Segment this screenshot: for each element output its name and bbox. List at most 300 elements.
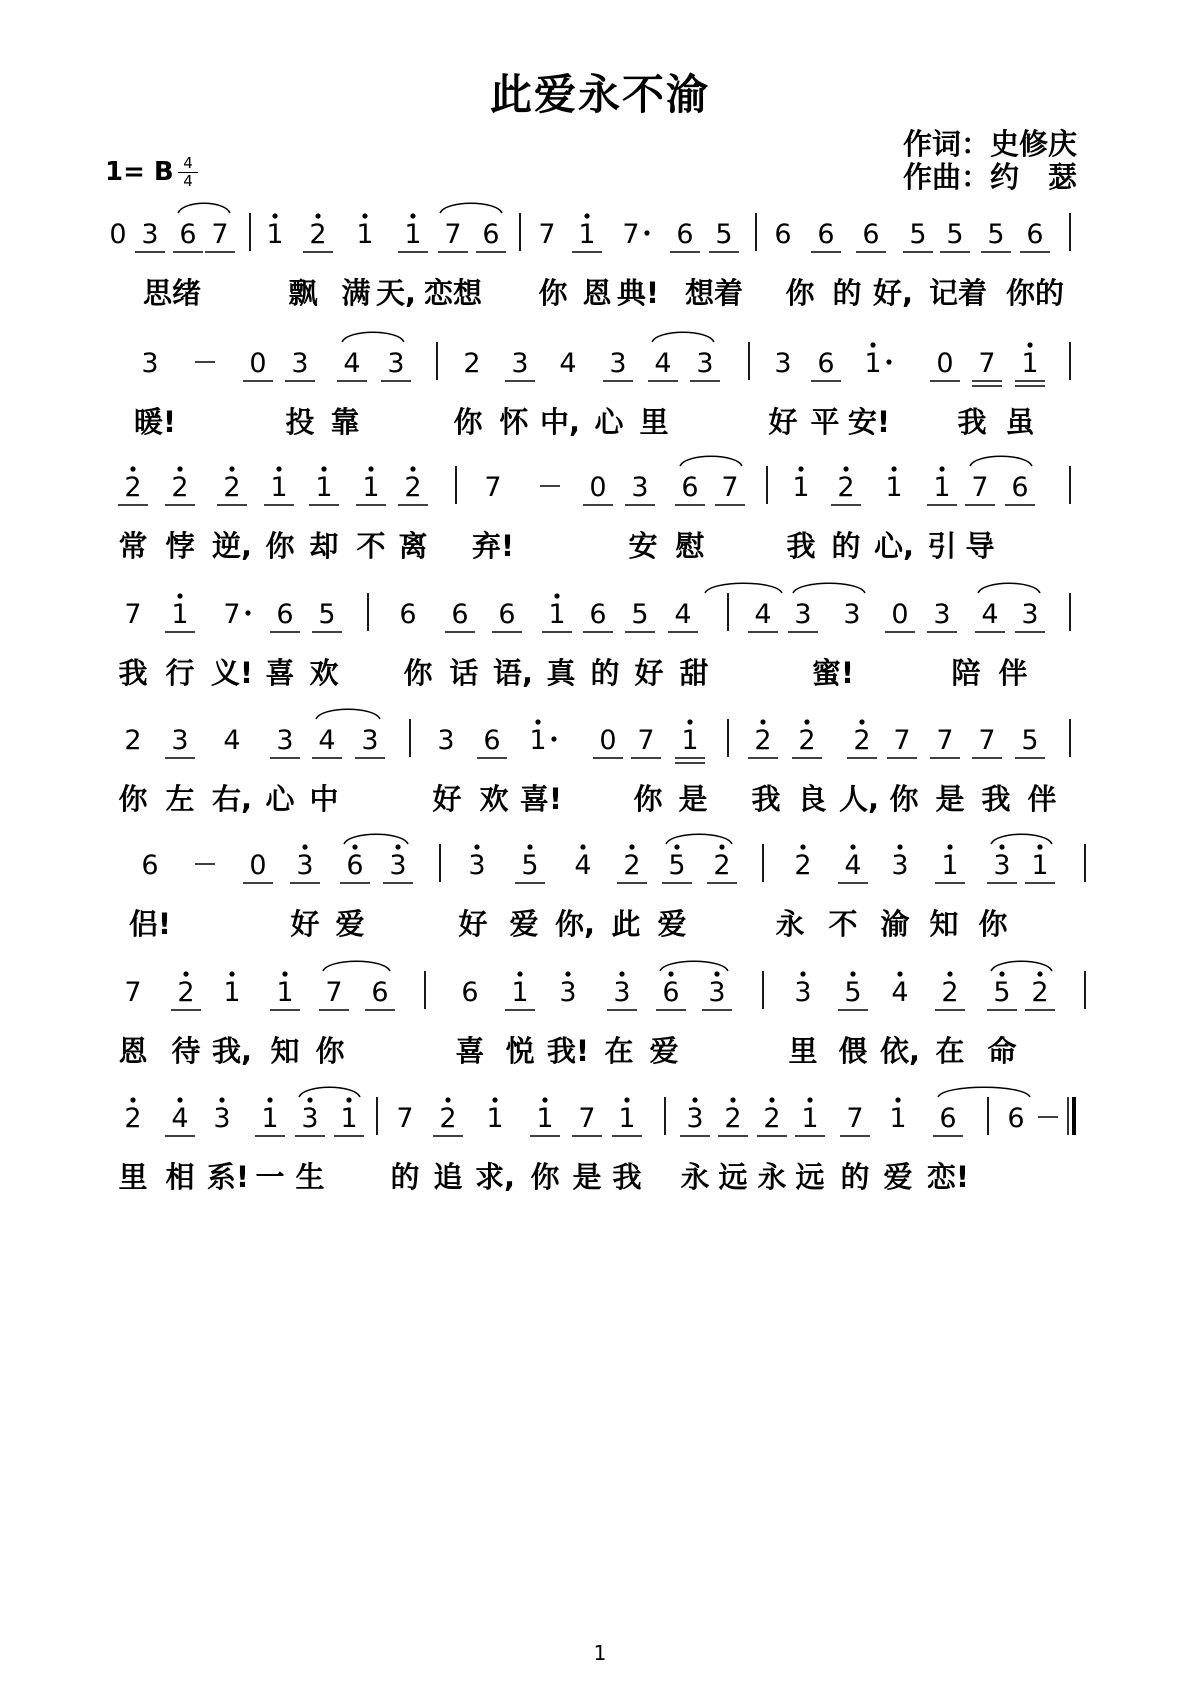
note: 4 bbox=[674, 599, 692, 630]
lyric: 真 bbox=[546, 656, 576, 690]
note: 2 bbox=[171, 472, 189, 503]
high-octave-dot bbox=[850, 844, 855, 849]
lyric: 行 bbox=[165, 656, 195, 690]
note: 6 bbox=[676, 219, 694, 250]
lyric: 恋! bbox=[926, 1160, 970, 1194]
augmentation-dot bbox=[551, 736, 556, 741]
high-octave-dot bbox=[692, 1097, 697, 1102]
high-octave-dot bbox=[1027, 342, 1032, 347]
note: 6 bbox=[817, 348, 835, 379]
note: 3 bbox=[1021, 599, 1039, 630]
slur bbox=[705, 583, 782, 593]
lyric: 是 bbox=[572, 1160, 602, 1194]
note: 6 bbox=[862, 219, 880, 250]
note: 7 bbox=[893, 725, 911, 756]
note: 1 bbox=[511, 977, 529, 1008]
high-octave-dot bbox=[368, 466, 373, 471]
lyric: 远 bbox=[795, 1160, 825, 1194]
note: 7 bbox=[846, 1103, 864, 1134]
lyric: 里 bbox=[639, 405, 669, 439]
note: 3 bbox=[213, 1103, 231, 1134]
note: 7 bbox=[978, 725, 996, 756]
lyric: 陪 bbox=[951, 656, 981, 690]
note: 3 bbox=[696, 348, 714, 379]
lyric: 欢 bbox=[479, 782, 509, 816]
lyric: 生 bbox=[295, 1160, 325, 1194]
high-octave-dot bbox=[850, 971, 855, 976]
high-octave-dot bbox=[410, 213, 415, 218]
high-octave-dot bbox=[229, 466, 234, 471]
lyric: 人, bbox=[838, 782, 880, 816]
lyric: 里 bbox=[788, 1034, 818, 1068]
high-octave-dot bbox=[859, 719, 864, 724]
note: 5 bbox=[909, 219, 927, 250]
lyric: 不 bbox=[828, 907, 858, 941]
note: 5 bbox=[1021, 725, 1039, 756]
high-octave-dot bbox=[895, 1097, 900, 1102]
note: 6 bbox=[371, 977, 389, 1008]
lyric: 爱 bbox=[649, 1034, 679, 1068]
note: 1 bbox=[681, 725, 699, 756]
slur bbox=[178, 203, 230, 213]
lyric: 你的 bbox=[1005, 276, 1065, 310]
note: 7 bbox=[484, 472, 502, 503]
lyric: 满 bbox=[341, 276, 371, 310]
high-octave-dot bbox=[302, 844, 307, 849]
lyric: 爱 bbox=[509, 907, 539, 941]
note: 1 bbox=[885, 472, 903, 503]
note: 2 bbox=[404, 472, 422, 503]
lyric: 的 bbox=[840, 1160, 870, 1194]
note: 6 bbox=[774, 219, 792, 250]
note: 5 bbox=[993, 977, 1011, 1008]
high-octave-dot bbox=[947, 971, 952, 976]
lyric: 导 bbox=[965, 529, 995, 563]
note: 6 bbox=[482, 219, 500, 250]
lyric: 思绪 bbox=[142, 276, 202, 310]
slur bbox=[938, 1087, 1030, 1097]
lyric: 慰 bbox=[675, 529, 705, 563]
note: 3 bbox=[291, 348, 309, 379]
slur bbox=[344, 834, 408, 844]
lyric: 我 bbox=[612, 1160, 642, 1194]
note: 2 bbox=[439, 1103, 457, 1134]
note: 3 bbox=[794, 599, 812, 630]
lyric: 爱 bbox=[883, 1160, 913, 1194]
lyric: 依, bbox=[879, 1034, 921, 1068]
lyric: 你 bbox=[530, 1160, 560, 1194]
lyric: 怀 bbox=[499, 405, 529, 439]
lyric: 飘 bbox=[288, 276, 318, 310]
lyric: 的 bbox=[590, 656, 620, 690]
note: 6 bbox=[141, 850, 159, 881]
lyric: 记着 bbox=[928, 276, 988, 310]
note: 6 bbox=[681, 472, 699, 503]
note: 2 bbox=[309, 219, 327, 250]
lyric: 话 bbox=[449, 656, 479, 690]
high-octave-dot bbox=[267, 1097, 272, 1102]
lyric: 安 bbox=[628, 529, 658, 563]
lyric: 的 bbox=[832, 276, 862, 310]
note: 6 bbox=[399, 599, 417, 630]
lyric: 爱 bbox=[335, 907, 365, 941]
lyric: 你 bbox=[453, 405, 483, 439]
note: 5 bbox=[668, 850, 686, 881]
lyric: 在 bbox=[604, 1034, 634, 1068]
lyric: 中, bbox=[539, 405, 581, 439]
note: 1 bbox=[864, 348, 882, 379]
note: 0 bbox=[249, 850, 267, 881]
lyric: 不 bbox=[356, 529, 386, 563]
lyric: 永 bbox=[680, 1160, 710, 1194]
note: 2 bbox=[724, 1103, 742, 1134]
high-octave-dot bbox=[807, 1097, 812, 1102]
note: 3 bbox=[613, 977, 631, 1008]
note: 3 bbox=[296, 850, 314, 881]
note: 0 bbox=[589, 472, 607, 503]
slur bbox=[793, 583, 865, 593]
note: 2 bbox=[124, 1103, 142, 1134]
note: 1 bbox=[266, 219, 284, 250]
note: 3 bbox=[141, 219, 159, 250]
note: 2 bbox=[1031, 977, 1049, 1008]
lyric: 知 bbox=[270, 1034, 300, 1068]
high-octave-dot bbox=[517, 971, 522, 976]
high-octave-dot bbox=[999, 971, 1004, 976]
note: 0 bbox=[109, 219, 127, 250]
note: 3 bbox=[631, 472, 649, 503]
high-octave-dot bbox=[346, 1097, 351, 1102]
high-octave-dot bbox=[276, 466, 281, 471]
note: 3 bbox=[891, 850, 909, 881]
note: 7 bbox=[124, 599, 142, 630]
note: 4 bbox=[171, 1103, 189, 1134]
high-octave-dot bbox=[1037, 844, 1042, 849]
note: 7 bbox=[622, 219, 640, 250]
high-octave-dot bbox=[897, 971, 902, 976]
note: 2 bbox=[794, 850, 812, 881]
high-octave-dot bbox=[580, 844, 585, 849]
lyric: 求, bbox=[474, 1160, 516, 1194]
note: 1 bbox=[618, 1103, 636, 1134]
lyric: 虽 bbox=[1005, 405, 1035, 439]
lyric: 永 bbox=[757, 1160, 787, 1194]
lyric: 心, bbox=[873, 529, 915, 563]
lyric: 右, bbox=[211, 782, 253, 816]
note: 1 bbox=[276, 977, 294, 1008]
high-octave-dot bbox=[492, 1097, 497, 1102]
lyric: 你 bbox=[315, 1034, 345, 1068]
high-octave-dot bbox=[760, 719, 765, 724]
note: 1 bbox=[578, 219, 596, 250]
lyric: 是 bbox=[678, 782, 708, 816]
lyric: 喜! bbox=[519, 782, 563, 816]
lyric: 你 bbox=[633, 782, 663, 816]
note: 4 bbox=[844, 850, 862, 881]
lyric: 悖 bbox=[165, 529, 195, 563]
note: 4 bbox=[343, 348, 361, 379]
note: 7 bbox=[637, 725, 655, 756]
lyric: 一 bbox=[255, 1160, 285, 1194]
lyric: 恋想 bbox=[423, 276, 483, 310]
note: 1 bbox=[362, 472, 380, 503]
lyric: 心 bbox=[594, 405, 624, 439]
lyric: 弃! bbox=[471, 529, 515, 563]
slur bbox=[316, 709, 380, 719]
lyric: 你 bbox=[785, 276, 815, 310]
note: 2 bbox=[837, 472, 855, 503]
note: 0 bbox=[891, 599, 909, 630]
note: 7 bbox=[325, 977, 343, 1008]
lyric: 我, bbox=[211, 1034, 253, 1068]
lyric: 好 bbox=[458, 907, 488, 941]
lyric: 平 bbox=[810, 405, 840, 439]
meter-bottom: 4 bbox=[183, 172, 193, 190]
note: 6 bbox=[662, 977, 680, 1008]
lyric: 你 bbox=[538, 276, 568, 310]
high-octave-dot bbox=[282, 971, 287, 976]
note: 4 bbox=[574, 850, 592, 881]
note: 7 bbox=[978, 348, 996, 379]
note: 2 bbox=[713, 850, 731, 881]
lyric: 甜 bbox=[679, 656, 709, 690]
lyric: 悦 bbox=[505, 1034, 535, 1068]
note: 1 bbox=[404, 219, 422, 250]
composer: 作曲：约 瑟 bbox=[903, 160, 1078, 194]
lyric: 的 bbox=[390, 1160, 420, 1194]
high-octave-dot bbox=[891, 466, 896, 471]
slur bbox=[652, 332, 714, 342]
high-octave-dot bbox=[947, 844, 952, 849]
high-octave-dot bbox=[315, 213, 320, 218]
note: 3 bbox=[843, 599, 861, 630]
note: 3 bbox=[794, 977, 812, 1008]
note: 3 bbox=[301, 1103, 319, 1134]
note: 5 bbox=[521, 850, 539, 881]
lyric: 我 bbox=[751, 782, 781, 816]
lyric: 恩 bbox=[118, 1034, 148, 1068]
slur bbox=[323, 961, 390, 971]
augmentation-dot bbox=[644, 230, 649, 235]
note: 6 bbox=[589, 599, 607, 630]
note: 1 bbox=[889, 1103, 907, 1134]
lyric: 伴 bbox=[1027, 782, 1057, 816]
high-octave-dot bbox=[870, 342, 875, 347]
note: 3 bbox=[437, 725, 455, 756]
augmentation-dot bbox=[245, 610, 250, 615]
high-octave-dot bbox=[177, 1097, 182, 1102]
high-octave-dot bbox=[999, 844, 1004, 849]
high-octave-dot bbox=[769, 1097, 774, 1102]
high-octave-dot bbox=[798, 466, 803, 471]
lyric: 我 bbox=[786, 529, 816, 563]
high-octave-dot bbox=[939, 466, 944, 471]
note: 3 bbox=[361, 725, 379, 756]
slur bbox=[970, 456, 1032, 466]
lyric: 暖! bbox=[133, 405, 177, 439]
note: 3 bbox=[609, 348, 627, 379]
song-title: 此爱永不渝 bbox=[489, 70, 710, 119]
lyric: 你 bbox=[889, 782, 919, 816]
lyric: 逆, bbox=[211, 529, 253, 563]
note: 1 bbox=[261, 1103, 279, 1134]
note: 1 bbox=[548, 599, 566, 630]
note: 6 bbox=[1026, 219, 1044, 250]
note: 1 bbox=[270, 472, 288, 503]
note: 4 bbox=[223, 725, 241, 756]
high-octave-dot bbox=[445, 1097, 450, 1102]
lyric: 左 bbox=[165, 782, 195, 816]
note: 0 bbox=[936, 348, 954, 379]
note: 7 bbox=[223, 599, 241, 630]
high-octave-dot bbox=[219, 1097, 224, 1102]
high-octave-dot bbox=[843, 466, 848, 471]
lyric: 义! bbox=[210, 656, 254, 690]
note: 1 bbox=[486, 1103, 504, 1134]
note: 1 bbox=[941, 850, 959, 881]
high-octave-dot bbox=[584, 213, 589, 218]
note: 1 bbox=[801, 1103, 819, 1134]
note: 3 bbox=[387, 348, 405, 379]
lyric: 你 bbox=[403, 656, 433, 690]
slur bbox=[991, 961, 1052, 971]
note: 5 bbox=[987, 219, 1005, 250]
lyric: 里 bbox=[118, 1160, 148, 1194]
augmentation-dot bbox=[886, 359, 891, 364]
lyric: 常 bbox=[118, 529, 148, 563]
high-octave-dot bbox=[535, 719, 540, 724]
high-octave-dot bbox=[474, 844, 479, 849]
high-octave-dot bbox=[272, 213, 277, 218]
note: 7 bbox=[721, 472, 739, 503]
note: 1 bbox=[171, 599, 189, 630]
slur bbox=[991, 834, 1052, 844]
slur bbox=[978, 583, 1040, 593]
note: 6 bbox=[1007, 1103, 1025, 1134]
lyric: 引 bbox=[927, 529, 957, 563]
lyric: 知 bbox=[929, 907, 959, 941]
lyric: 好 bbox=[634, 656, 664, 690]
meter-top: 4 bbox=[178, 155, 198, 173]
lyric: 是 bbox=[935, 782, 965, 816]
note: 1 bbox=[315, 472, 333, 503]
high-octave-dot bbox=[804, 719, 809, 724]
note: 6 bbox=[179, 219, 197, 250]
high-octave-dot bbox=[229, 971, 234, 976]
note: 4 bbox=[891, 977, 909, 1008]
note: 6 bbox=[461, 977, 479, 1008]
lyric: 喜 bbox=[265, 656, 295, 690]
high-octave-dot bbox=[410, 466, 415, 471]
lyric: 好 bbox=[768, 405, 798, 439]
slur bbox=[680, 456, 742, 466]
note: 7 bbox=[124, 977, 142, 1008]
high-octave-dot bbox=[730, 1097, 735, 1102]
lyric: 命 bbox=[987, 1034, 1017, 1068]
high-octave-dot bbox=[554, 593, 559, 598]
note: 2 bbox=[463, 348, 481, 379]
lyric: 爱 bbox=[657, 907, 687, 941]
lyric: 好 bbox=[290, 907, 320, 941]
note: 1 bbox=[792, 472, 810, 503]
slur bbox=[440, 203, 502, 213]
note: 2 bbox=[798, 725, 816, 756]
note: 1 bbox=[356, 219, 374, 250]
high-octave-dot bbox=[1037, 971, 1042, 976]
note: 5 bbox=[946, 219, 964, 250]
note: 0 bbox=[249, 348, 267, 379]
high-octave-dot bbox=[800, 844, 805, 849]
lyric: 我 bbox=[957, 405, 987, 439]
note: 2 bbox=[853, 725, 871, 756]
high-octave-dot bbox=[668, 971, 673, 976]
note: 3 bbox=[774, 348, 792, 379]
high-octave-dot bbox=[719, 844, 724, 849]
note: 7 bbox=[936, 725, 954, 756]
lyric: 永 bbox=[775, 907, 805, 941]
note: 4 bbox=[981, 599, 999, 630]
note: 1 bbox=[223, 977, 241, 1008]
key-signature: 1= B bbox=[105, 157, 174, 187]
note: 3 bbox=[708, 977, 726, 1008]
note: 4 bbox=[654, 348, 672, 379]
slur bbox=[660, 961, 728, 971]
note: 3 bbox=[993, 850, 1011, 881]
note: 6 bbox=[939, 1103, 957, 1134]
note: 2 bbox=[124, 725, 142, 756]
note: 2 bbox=[124, 472, 142, 503]
note: 3 bbox=[559, 977, 577, 1008]
lyric: 离 bbox=[398, 529, 428, 563]
note: 5 bbox=[318, 599, 336, 630]
note: 3 bbox=[171, 725, 189, 756]
high-octave-dot bbox=[130, 1097, 135, 1102]
note: 1 bbox=[529, 725, 547, 756]
note: 4 bbox=[559, 348, 577, 379]
note: 1 bbox=[536, 1103, 554, 1134]
lyric: 的 bbox=[831, 529, 861, 563]
note: 6 bbox=[483, 725, 501, 756]
lyric: 你 bbox=[118, 782, 148, 816]
note: 3 bbox=[141, 348, 159, 379]
lyric: 心 bbox=[265, 782, 295, 816]
lyric: 恩 bbox=[582, 276, 612, 310]
note: 5 bbox=[844, 977, 862, 1008]
lyric: 追 bbox=[433, 1160, 463, 1194]
high-octave-dot bbox=[629, 844, 634, 849]
note: 7 bbox=[578, 1103, 596, 1134]
note: 7 bbox=[971, 472, 989, 503]
high-octave-dot bbox=[619, 971, 624, 976]
lyric: 天, bbox=[375, 276, 417, 310]
slur bbox=[666, 834, 732, 844]
note: 1 bbox=[340, 1103, 358, 1134]
high-octave-dot bbox=[395, 844, 400, 849]
high-octave-dot bbox=[674, 844, 679, 849]
note: 1 bbox=[933, 472, 951, 503]
lyric: 好 bbox=[432, 782, 462, 816]
lyric: 却 bbox=[309, 529, 339, 563]
lyric: 系! bbox=[206, 1160, 250, 1194]
note: 2 bbox=[941, 977, 959, 1008]
note: 6 bbox=[346, 850, 364, 881]
lyric: 欢 bbox=[309, 656, 339, 690]
high-octave-dot bbox=[177, 593, 182, 598]
lyric: 偎 bbox=[838, 1034, 868, 1068]
note: 5 bbox=[631, 599, 649, 630]
note: 0 bbox=[599, 725, 617, 756]
note: 3 bbox=[933, 599, 951, 630]
